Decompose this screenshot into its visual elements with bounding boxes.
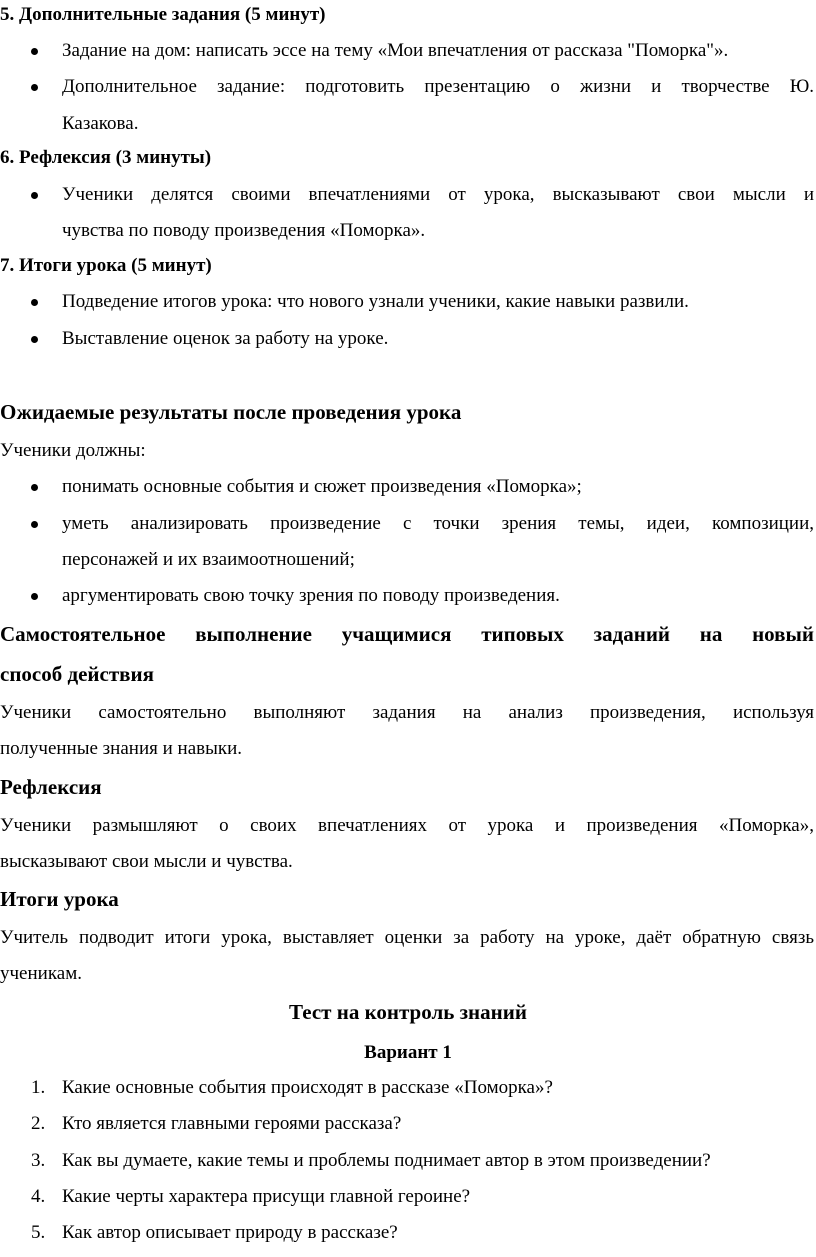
- section-7-heading: 7. Итоги урока (5 минут): [0, 255, 212, 276]
- question-item: [0, 1221, 816, 1245]
- list-item-text: Дополнительное задание: подготовить презентацию о жизни и творчестве Ю.: [62, 76, 814, 97]
- list-item: [0, 183, 816, 207]
- reflection-heading: Рефлексия: [0, 775, 102, 799]
- list-item: [0, 512, 816, 536]
- list-item: [0, 475, 816, 499]
- reflection-text-line2: высказывают свои мысли и чувства.: [0, 851, 293, 872]
- bullet-icon: [31, 593, 38, 600]
- list-item-text: аргументировать свою точку зрения по поводу произведения.: [62, 585, 560, 606]
- summary-text-line1: Учитель подводит итоги урока, выставляет оценки за работу на уроке, даёт обратную связь: [0, 927, 814, 948]
- test-title: Тест на контроль знаний: [289, 1000, 527, 1024]
- expected-results-intro: Ученики должны:: [0, 440, 146, 461]
- question-number: 5.: [31, 1222, 46, 1243]
- list-item: [0, 584, 816, 608]
- summary-heading: Итоги урока: [0, 887, 119, 911]
- bullet-icon: [31, 484, 38, 491]
- list-item-text: Выставление оценок за работу на уроке.: [62, 328, 389, 349]
- independent-work-text-line2: полученные знания и навыки.: [0, 738, 243, 759]
- bullet-icon: [31, 521, 38, 528]
- question-text: Как автор описывает природу в рассказе?: [62, 1222, 398, 1243]
- list-item-text: Подведение итогов урока: что нового узнали ученики, какие навыки развили.: [62, 291, 689, 312]
- question-number: 3.: [31, 1150, 46, 1171]
- list-item-continuation: чувства по поводу произведения «Поморка».: [62, 220, 426, 241]
- bullet-icon: [31, 48, 38, 55]
- bullet-icon: [31, 299, 38, 306]
- question-item: [0, 1185, 816, 1209]
- section-5-heading: 5. Дополнительные задания (5 минут): [0, 4, 326, 25]
- list-item-continuation: персонажей и их взаимоотношений;: [62, 549, 355, 570]
- bullet-icon: [31, 336, 38, 343]
- bullet-icon: [31, 192, 38, 199]
- list-item-text: Задание на дом: написать эссе на тему «Мои впечатления от рассказа "Поморка"».: [62, 40, 729, 61]
- independent-work-heading-line2: способ действия: [0, 662, 154, 686]
- question-number: 2.: [31, 1113, 46, 1134]
- question-item: [0, 1149, 816, 1173]
- question-text: Кто является главными героями рассказа?: [62, 1113, 402, 1134]
- question-item: [0, 1112, 816, 1136]
- question-text: Какие основные события происходят в рассказе «Поморка»?: [62, 1077, 553, 1098]
- test-variant: Вариант 1: [364, 1042, 452, 1063]
- question-number: 4.: [31, 1186, 46, 1207]
- question-text: Как вы думаете, какие темы и проблемы поднимает автор в этом произведении?: [62, 1150, 711, 1171]
- list-item: [0, 290, 816, 314]
- summary-text-line2: ученикам.: [0, 963, 82, 984]
- list-item: [0, 327, 816, 351]
- list-item-text: уметь анализировать произведение с точки зрения темы, идеи, композиции,: [62, 513, 814, 534]
- expected-results-heading: Ожидаемые результаты после проведения урока: [0, 400, 462, 424]
- list-item-text: Ученики делятся своими впечатлениями от урока, высказывают свои мысли и: [62, 184, 814, 205]
- independent-work-heading-line1: Самостоятельное выполнение учащимися типовых заданий на новый: [0, 622, 814, 646]
- question-item: [0, 1076, 816, 1100]
- list-item-continuation: Казакова.: [62, 113, 139, 134]
- reflection-text-line1: Ученики размышляют о своих впечатлениях от урока и произведения «Поморка»,: [0, 815, 814, 836]
- question-text: Какие черты характера присущи главной героине?: [62, 1186, 471, 1207]
- section-6-heading: 6. Рефлексия (3 минуты): [0, 147, 212, 168]
- question-number: 1.: [31, 1077, 46, 1098]
- list-item: [0, 39, 816, 63]
- bullet-icon: [31, 84, 38, 91]
- list-item: [0, 75, 816, 99]
- list-item-text: понимать основные события и сюжет произведения «Поморка»;: [62, 476, 582, 497]
- independent-work-text-line1: Ученики самостоятельно выполняют задания на анализ произведения, используя: [0, 702, 814, 723]
